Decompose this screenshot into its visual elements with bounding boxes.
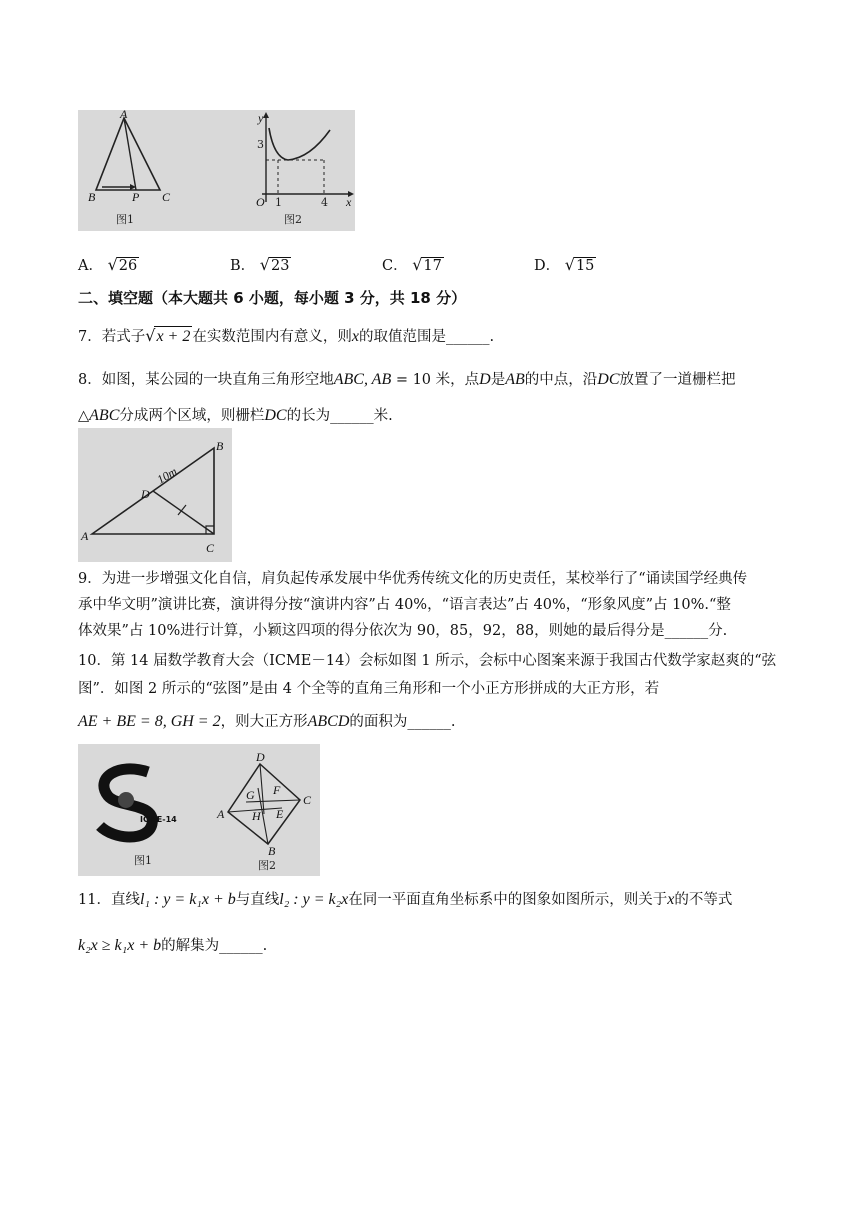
q8-label-b: B	[216, 439, 224, 453]
q8-label-a: A	[81, 529, 89, 543]
question-9-line2: 承中华文明”演讲比赛，演讲得分按“演讲内容”占 40%，“语言表达”占 40%，“形象风度”占 10%.“整	[78, 597, 731, 613]
q10-figure	[78, 744, 320, 876]
q10-fig2-label-b: B	[268, 844, 276, 858]
question-10-line1: 10．第 14 届数学教育大会（ICME－14）会标如图 1 所示，会标中心图案来源于我国古代数学家赵爽的“弦	[78, 653, 777, 669]
question-7: 7．若式子√x + 2 在实数范围内有意义，则x的取值范围是______.	[78, 326, 495, 345]
q6-fig1-triangle	[88, 110, 171, 226]
icme-logo-text: ICME-14	[140, 815, 177, 824]
q6-fig2-y-tick: 3	[257, 138, 264, 151]
question-11-line2: k₂x ≥ k₁x + b的解集为______.	[78, 937, 268, 954]
q6-fig2-y-label: y	[258, 111, 264, 125]
question-8-line1: 8．如图，某公园的一块直角三角形空地ABC, AB = 10 米，点D是AB的中点，沿DC放置了一道栅栏把	[78, 371, 736, 388]
q6-fig2-x-tick1: 1	[275, 196, 282, 209]
q6-fig2-caption: 图2	[284, 213, 302, 226]
q6-fig1-caption: 图1	[116, 213, 134, 226]
q6-fig2-origin: O	[256, 195, 265, 209]
q6-option-a[interactable]: A． √26	[78, 255, 138, 274]
question-9-line1: 9．为进一步增强文化自信，肩负起传承发展中华优秀传统文化的历史责任，某校举行了“诵读国学经典传	[78, 571, 748, 587]
q10-fig1-caption: 图1	[134, 854, 152, 867]
q10-fig2-label-f: F	[273, 783, 281, 797]
q6-option-b[interactable]: B． √23	[230, 255, 290, 274]
section-title: 二、填空题（本大题共 6 小题，每小题 3 分，共 18 分）	[78, 289, 467, 307]
q10-fig2-caption: 图2	[258, 859, 276, 872]
q8-label-d: D	[141, 487, 150, 501]
q6-fig1-label-p: P	[132, 190, 140, 204]
q6-option-c[interactable]: C． √17	[382, 255, 442, 274]
q6-fig1-label-c: C	[162, 190, 171, 204]
q10-fig2-label-d: D	[256, 750, 265, 764]
question-8-line2: △ABC分成两个区域，则栅栏DC的长为______米.	[78, 407, 393, 424]
q6-fig1-label-a: A	[120, 110, 128, 121]
q10-fig2-diagram	[216, 750, 312, 872]
question-9-line3: 体效果”占 10%进行计算，小颖这四项的得分依次为 90，85，92，88，则她的最后得分是______分.	[78, 623, 728, 639]
q6-fig1-label-b: B	[88, 190, 96, 204]
q10-fig2-label-h: H	[252, 809, 261, 823]
radical-sign-icon: √	[145, 326, 156, 345]
q8-label-length: 10m	[154, 464, 180, 487]
q6-fig2-x-label: x	[346, 195, 352, 209]
q6-option-d[interactable]: D． √15	[534, 255, 595, 274]
radical-sign-icon: √	[412, 255, 423, 274]
radical-sign-icon: √	[107, 255, 118, 274]
q10-fig2-label-c: C	[303, 793, 312, 807]
question-11-line1: 11．直线l₁ : y = k₁x + b与直线l₂ : y = k₂x在同一平面直角坐标系中的图象如图所示，则关于x的不等式	[78, 891, 733, 908]
radical-sign-icon: √	[564, 255, 575, 274]
icme-logo	[100, 769, 177, 867]
q6-figure	[78, 110, 355, 231]
q10-fig2-label-e: E	[276, 807, 284, 821]
q6-fig2-graph	[256, 111, 354, 226]
q8-label-c: C	[206, 541, 215, 555]
q8-figure	[78, 428, 232, 562]
q10-fig2-label-a: A	[217, 807, 225, 821]
q6-fig2-x-tick2: 4	[321, 196, 328, 209]
radical-sign-icon: √	[259, 255, 270, 274]
question-10-line2: 图”．如图 2 所示的“弦图”是由 4 个全等的直角三角形和一个小正方形拼成的大正方形，若	[78, 681, 660, 697]
q10-fig2-label-g: G	[246, 788, 255, 802]
question-10-line3: AE + BE = 8, GH = 2，则大正方形ABCD的面积为______.	[78, 713, 456, 730]
